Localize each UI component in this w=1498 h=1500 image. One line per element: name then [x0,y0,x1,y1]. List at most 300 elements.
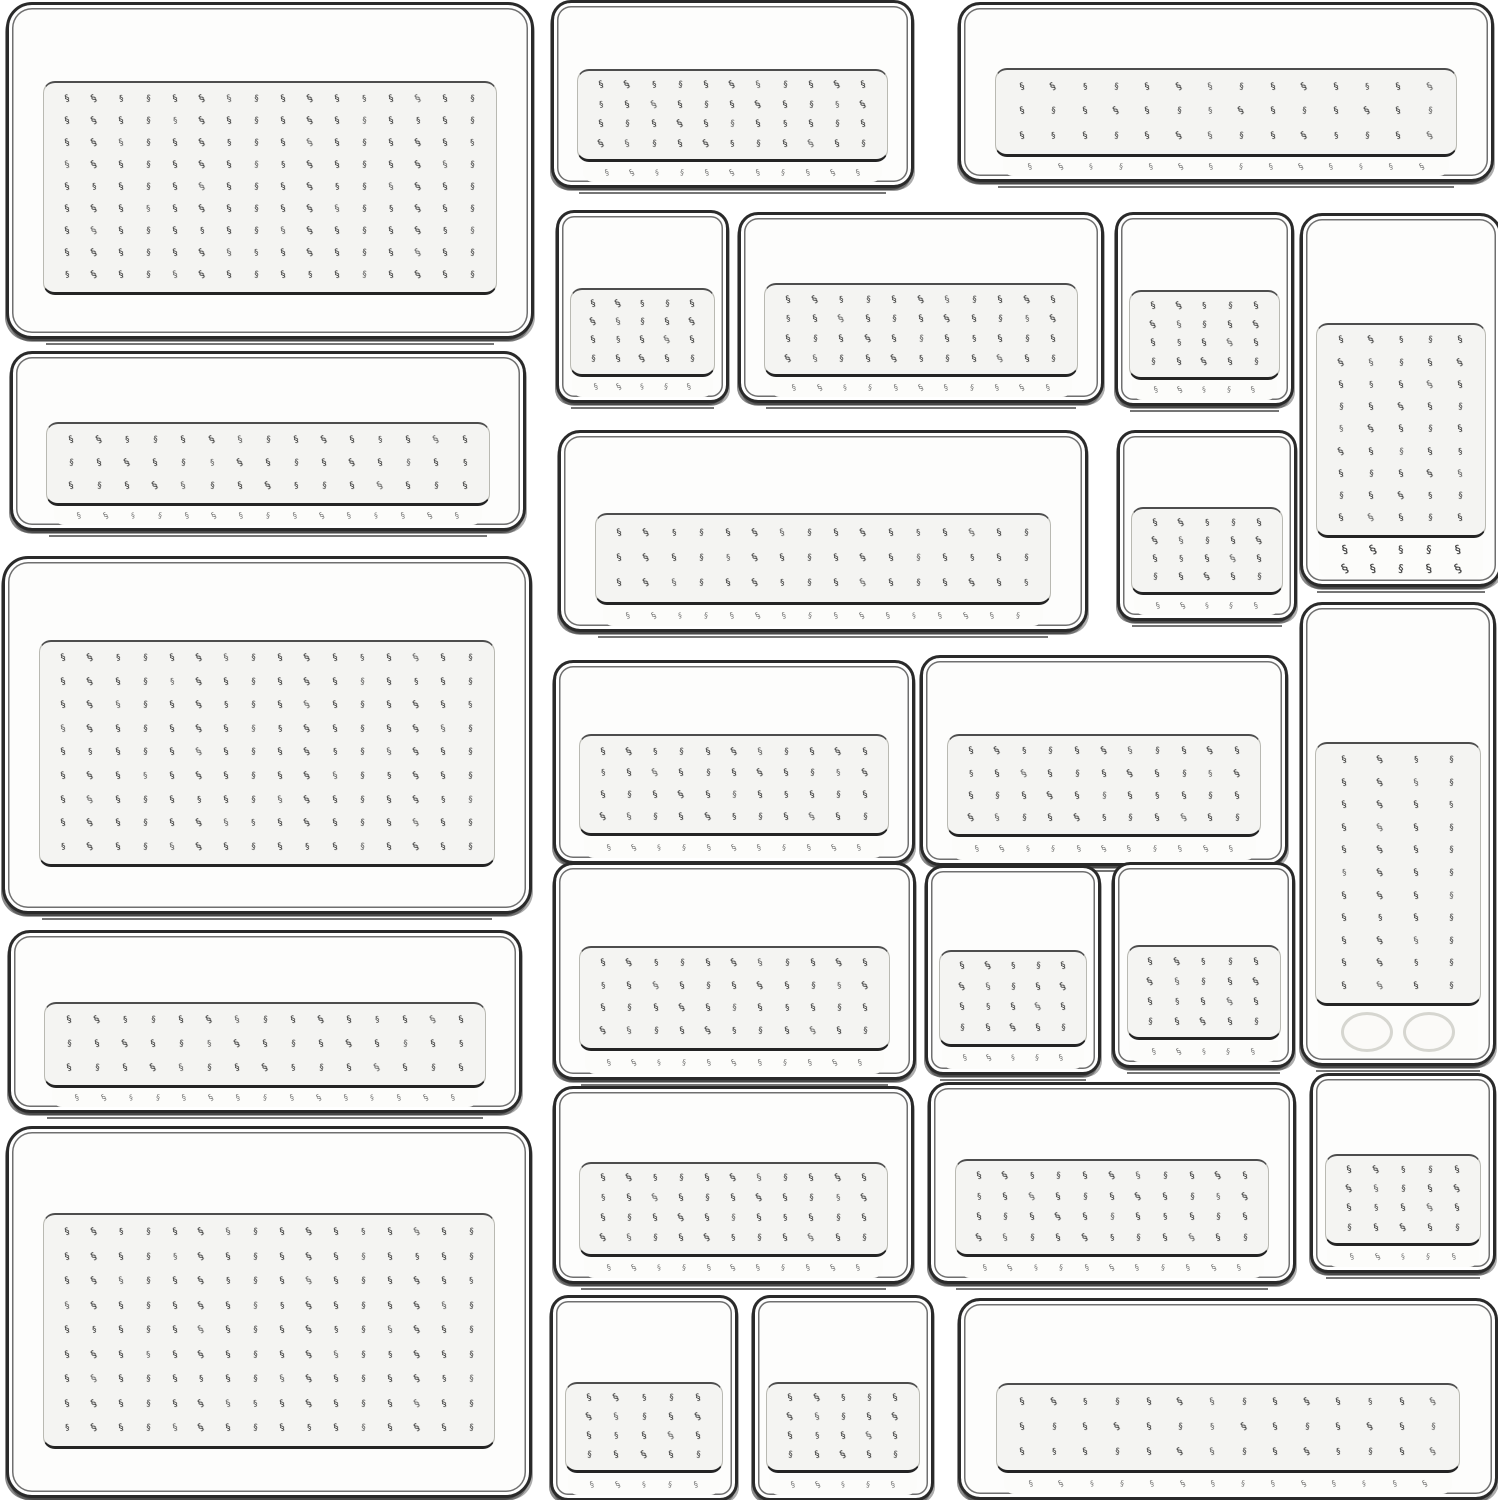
anti-slip-dot: § [1024,334,1030,344]
anti-slip-dot: § [835,1213,841,1224]
anti-slip-dot: § [858,98,869,111]
anti-slip-dot: § [236,434,244,446]
anti-slip-dot: § [592,382,599,392]
anti-slip-dot: § [652,789,659,801]
anti-slip-dot: § [117,115,125,127]
anti-slip-dot: § [1186,1231,1197,1244]
anti-slip-dot: § [783,746,790,757]
anti-slip-dot: § [588,316,598,328]
anti-slip-dot: § [421,1092,431,1103]
anti-slip-dot: § [596,138,606,150]
anti-slip-dot: § [1133,1190,1144,1203]
anti-slip-dot: § [117,1251,125,1262]
anti-slip-dot: § [600,768,606,779]
anti-slip-dot: § [640,298,645,309]
anti-slip-dot: § [196,1250,207,1263]
anti-slip-dot: § [1234,812,1240,823]
anti-slip-dot: § [1150,356,1156,367]
anti-slip-dot: § [467,723,474,734]
anti-slip-dot: § [1335,1421,1342,1433]
anti-slip-dot: § [1048,313,1058,326]
anti-slip-dot: § [834,1233,842,1244]
anti-slip-dot: § [1375,957,1385,970]
anti-slip-dot: § [1023,552,1030,563]
anti-slip-dot: § [388,225,395,237]
tray-floor [996,1383,1461,1472]
tray-floor [577,69,888,163]
anti-slip-dot: § [1227,301,1233,311]
anti-slip-dot: § [1200,337,1208,349]
anti-slip-dot: § [1346,1222,1352,1233]
anti-slip-dot: § [1215,1232,1222,1244]
anti-slip-dot: § [590,353,596,364]
anti-slip-dot: § [145,115,152,126]
anti-slip-dot: § [1035,961,1041,972]
anti-slip-dot: § [1269,130,1277,142]
anti-slip-dot: § [1001,1191,1009,1203]
anti-slip-dot: § [431,434,442,446]
anti-slip-dot: § [194,652,204,665]
anti-slip-dot: § [305,203,316,215]
anti-slip-dot: § [750,526,760,539]
anti-slip-dot: § [114,841,122,853]
anti-slip-dot: § [1449,822,1455,833]
anti-slip-dot: § [782,1233,789,1244]
anti-slip-dot: § [1233,790,1241,802]
anti-slip-dot: § [304,1398,314,1410]
anti-slip-dot: § [171,203,179,215]
anti-slip-dot: § [253,226,260,236]
anti-slip-dot: § [88,747,94,758]
anti-slip-dot: § [155,1093,161,1103]
anti-slip-dot: § [705,980,712,991]
anti-slip-dot: § [1364,81,1370,92]
anti-slip-dot: § [223,700,229,711]
anti-slip-dot: § [279,203,287,215]
anti-slip-dot: § [1150,1046,1157,1056]
anti-slip-dot: § [302,699,313,712]
anti-slip-dot: § [85,770,96,782]
anti-slip-dot: § [305,136,316,149]
anti-slip-dot: § [118,1227,124,1237]
anti-slip-dot: § [376,457,384,469]
anti-slip-dot: § [440,1398,448,1410]
anti-slip-dot: § [1236,105,1247,118]
anti-slip-dot: § [64,1423,70,1434]
anti-slip-dot: § [785,333,792,345]
anti-slip-dot: § [468,1398,474,1409]
small-square-tray-4 [925,865,1101,1075]
anti-slip-dot: § [196,1348,207,1361]
anti-slip-dot: § [782,1057,788,1067]
anti-slip-dot: § [196,1299,207,1312]
anti-slip-dot: § [331,794,339,806]
anti-slip-dot: § [625,767,633,779]
anti-slip-dot: § [1181,768,1187,779]
anti-slip-dot: § [1400,1165,1406,1175]
anti-slip-dot: § [1175,356,1183,368]
anti-slip-dot: § [318,1062,324,1073]
anti-slip-dot: § [469,93,476,104]
anti-slip-dot: § [1397,379,1405,391]
anti-slip-dot: § [676,1212,686,1225]
anti-slip-dot: § [891,314,898,325]
anti-slip-dot: § [375,480,385,493]
anti-slip-dot: § [985,1002,991,1012]
anti-slip-dot: § [1367,490,1375,502]
tray-front-face [583,163,883,182]
anti-slip-dot: § [1113,81,1119,92]
anti-slip-dot: § [1241,1446,1247,1457]
anti-slip-dot: § [279,137,287,149]
anti-slip-dot: § [253,159,260,170]
anti-slip-dot: § [405,480,412,492]
anti-slip-dot: § [302,723,313,735]
anti-slip-dot: § [411,1324,422,1337]
anti-slip-dot: § [781,842,787,852]
anti-slip-dot: § [425,510,434,522]
anti-slip-dot: § [225,159,233,171]
anti-slip-dot: § [811,353,819,364]
anti-slip-dot: § [1230,517,1236,528]
anti-slip-dot: § [653,1025,659,1036]
anti-slip-dot: § [1173,80,1184,93]
anti-slip-dot: § [314,1092,323,1103]
anti-slip-dot: § [662,334,672,347]
anti-slip-dot: § [1151,517,1159,529]
anti-slip-dot: § [1007,1021,1018,1034]
anti-slip-dot: § [1134,1262,1141,1273]
anti-slip-dot: § [1010,961,1016,972]
anti-slip-dot: § [1457,447,1463,457]
anti-slip-dot: § [780,167,786,177]
anti-slip-dot: § [150,1015,156,1026]
anti-slip-dot: § [1207,812,1214,824]
anti-slip-dot: § [442,181,449,193]
anti-slip-dot: § [1269,81,1277,92]
anti-slip-dot: § [943,333,951,345]
anti-slip-dot: § [839,1430,847,1442]
anti-slip-dot: § [616,577,623,589]
anti-slip-dot: § [457,1062,465,1073]
anti-slip-dot: § [449,1092,456,1103]
anti-slip-dot: § [1338,402,1345,413]
anti-slip-dot: § [461,480,469,492]
tray-floor [39,640,495,867]
anti-slip-dot: § [840,1412,846,1423]
anti-slip-dot: § [1428,1445,1439,1458]
anti-slip-dot: § [439,841,447,853]
anti-slip-dot: § [599,957,607,969]
anti-slip-dot: § [828,166,837,178]
anti-slip-dot: § [171,181,179,193]
anti-slip-dot: § [124,435,130,445]
anti-slip-dot: § [63,137,71,149]
anti-slip-dot: § [457,1014,465,1026]
anti-slip-dot: § [969,382,975,392]
anti-slip-dot: § [89,1348,99,1361]
anti-slip-dot: § [469,248,476,259]
anti-slip-dot: § [171,137,179,149]
anti-slip-dot: § [1010,1053,1016,1062]
anti-slip-dot: § [413,136,424,149]
anti-slip-dot: § [1424,130,1435,143]
tray-front-face [584,1258,882,1278]
anti-slip-dot: § [832,1172,843,1185]
anti-slip-dot: § [754,1192,765,1205]
anti-slip-dot: § [1144,81,1151,92]
anti-slip-dot: § [836,313,847,326]
anti-slip-dot: § [279,1301,285,1311]
anti-slip-dot: § [373,1038,381,1050]
anti-slip-dot: § [1340,935,1348,947]
anti-slip-dot: § [605,842,612,852]
anti-slip-dot: § [957,980,968,993]
anti-slip-dot: § [652,1002,660,1014]
anti-slip-dot: § [835,790,842,801]
anti-slip-dot: § [1188,1211,1196,1223]
anti-slip-dot: § [835,811,842,823]
anti-slip-dot: § [757,957,764,969]
anti-slip-dot: § [168,652,176,664]
anti-slip-dot: § [305,92,316,105]
anti-slip-dot: § [359,653,365,663]
anti-slip-dot: § [332,1423,340,1434]
anti-slip-dot: § [1125,767,1136,780]
anti-slip-dot: § [168,770,176,782]
anti-slip-dot: § [865,1449,873,1461]
anti-slip-dot: § [1412,867,1420,879]
anti-slip-dot: § [321,481,327,492]
anti-slip-dot: § [225,269,233,281]
anti-slip-dot: § [1242,1232,1248,1243]
tray-floor [947,734,1262,838]
anti-slip-dot: § [862,333,873,345]
anti-slip-dot: § [117,181,125,193]
anti-slip-dot: § [1255,517,1263,529]
anti-slip-dot: § [411,1373,422,1386]
tray-floor [43,81,497,295]
anti-slip-dot: § [361,226,368,236]
anti-slip-dot: § [915,552,921,563]
anti-slip-dot: § [858,1192,869,1205]
anti-slip-dot: § [778,552,786,564]
anti-slip-dot: § [995,352,1005,365]
anti-slip-dot: § [1427,357,1434,369]
anti-slip-dot: § [1149,300,1157,312]
anti-slip-dot: § [782,1173,789,1184]
anti-slip-dot: § [625,811,633,823]
anti-slip-dot: § [1144,106,1151,117]
anti-slip-dot: § [984,1052,994,1064]
anti-slip-dot: § [142,747,148,758]
anti-slip-dot: § [89,1250,99,1263]
anti-slip-dot: § [467,794,474,805]
anti-slip-dot: § [1426,1183,1434,1195]
anti-slip-dot: § [1206,130,1214,142]
anti-slip-dot: § [429,1038,437,1050]
anti-slip-dot: § [1375,980,1385,992]
anti-slip-dot: § [1412,890,1420,902]
anti-slip-dot: § [196,1226,207,1238]
anti-slip-dot: § [253,115,260,126]
anti-slip-dot: § [804,167,811,178]
medium-tray-6 [553,1086,914,1284]
anti-slip-dot: § [142,653,148,664]
anti-slip-dot: § [1340,912,1348,924]
anti-slip-dot: § [599,1213,607,1224]
anti-slip-dot: § [1456,423,1464,435]
anti-slip-dot: § [1205,745,1216,758]
anti-slip-dot: § [1135,1211,1142,1223]
anti-slip-dot: § [66,1038,72,1049]
anti-slip-dot: § [629,841,638,853]
anti-slip-dot: § [1114,1446,1121,1457]
anti-slip-dot: § [1338,379,1345,391]
anti-slip-dot: § [854,1262,862,1273]
anti-slip-dot: § [1048,746,1054,757]
anti-slip-dot: § [810,980,816,991]
anti-slip-dot: § [331,652,339,664]
anti-slip-dot: § [860,1173,868,1184]
anti-slip-dot: § [145,181,152,192]
anti-slip-dot: § [361,181,368,192]
anti-slip-dot: § [1412,777,1420,789]
anti-slip-dot: § [128,1093,133,1102]
anti-slip-dot: § [1455,356,1465,369]
anti-slip-dot: § [688,298,696,309]
anti-slip-dot: § [117,137,125,149]
anti-slip-dot: § [468,1227,474,1237]
anti-slip-dot: § [1002,1212,1009,1223]
anti-slip-dot: § [1113,131,1119,142]
tray-front-face [1327,1247,1478,1267]
anti-slip-dot: § [1119,1478,1125,1488]
anti-slip-dot: § [85,699,96,712]
anti-slip-dot: § [197,114,208,127]
anti-slip-dot: § [1176,161,1185,173]
anti-slip-dot: § [993,382,1000,392]
anti-slip-dot: § [1451,1183,1462,1195]
anti-slip-dot: § [1019,767,1029,780]
anti-slip-dot: § [1426,1222,1434,1234]
anti-slip-dot: § [1226,385,1232,395]
anti-slip-dot: § [861,789,869,801]
anti-slip-dot: § [584,1411,594,1423]
anti-slip-dot: § [68,458,74,469]
anti-slip-dot: § [1338,561,1351,577]
anti-slip-dot: § [1372,1251,1382,1262]
tray-front-face [572,378,712,398]
anti-slip-dot: § [334,225,341,237]
medium-tray-3 [553,660,915,864]
anti-slip-dot: § [730,980,738,992]
anti-slip-dot: § [1330,1478,1338,1489]
anti-slip-dot: § [169,677,175,687]
anti-slip-dot: § [997,314,1004,325]
anti-slip-dot: § [1398,446,1404,457]
anti-slip-dot: § [1001,1232,1009,1244]
anti-slip-dot: § [196,1324,207,1337]
anti-slip-dot: § [302,793,313,806]
anti-slip-dot: § [638,335,646,346]
tray-front-face [1319,540,1484,579]
anti-slip-dot: § [171,93,179,105]
anti-slip-dot: § [196,794,202,805]
anti-slip-dot: § [117,1349,125,1361]
anti-slip-dot: § [115,653,121,663]
anti-slip-dot: § [1428,424,1434,435]
anti-slip-dot: § [995,577,1003,589]
anti-slip-dot: § [1147,161,1154,172]
anti-slip-dot: § [233,1062,241,1073]
anti-slip-dot: § [67,434,75,446]
anti-slip-dot: § [1101,790,1107,801]
anti-slip-dot: § [860,118,867,130]
anti-slip-dot: § [663,316,671,328]
anti-slip-dot: § [117,269,125,281]
anti-slip-dot: § [728,1262,738,1273]
anti-slip-dot: § [1328,161,1335,172]
anti-slip-dot: § [225,1398,232,1410]
anti-slip-dot: § [1203,553,1211,565]
anti-slip-dot: § [1271,1446,1279,1458]
anti-slip-dot: § [1338,468,1345,480]
anti-slip-dot: § [1206,81,1214,92]
anti-slip-dot: § [1400,1252,1406,1261]
anti-slip-dot: § [600,1193,606,1204]
anti-slip-dot: § [119,1038,130,1050]
anti-slip-dot: § [334,247,341,259]
anti-slip-dot: § [705,842,712,852]
anti-slip-dot: § [1047,768,1054,779]
anti-slip-dot: § [1238,162,1244,172]
anti-slip-dot: § [209,481,215,492]
anti-slip-dot: § [911,611,917,620]
tray-foot [1403,1012,1455,1052]
anti-slip-dot: § [756,746,764,758]
anti-slip-dot: § [834,99,840,110]
anti-slip-dot: § [808,1213,815,1224]
tray-floor [579,1162,888,1257]
anti-slip-dot: § [76,510,83,521]
anti-slip-dot: § [809,1002,817,1014]
anti-slip-dot: § [811,1392,822,1404]
anti-slip-dot: § [1204,600,1210,610]
anti-slip-dot: § [89,92,99,105]
anti-slip-dot: § [598,811,608,823]
small-square-tray-3 [1117,430,1297,621]
anti-slip-dot: § [1177,599,1187,611]
anti-slip-dot: § [1127,790,1134,802]
anti-slip-dot: § [996,294,1004,306]
anti-slip-dot: § [808,1173,815,1184]
anti-slip-dot: § [1368,380,1374,390]
anti-slip-dot: § [612,297,623,310]
large-deep-tray-1 [6,2,534,339]
anti-slip-dot: § [1372,1222,1380,1234]
anti-slip-dot: § [181,1092,188,1103]
anti-slip-dot: § [1375,934,1385,947]
anti-slip-dot: § [1364,131,1370,142]
small-square-tray-5 [1112,862,1295,1068]
anti-slip-dot: § [89,1373,99,1386]
anti-slip-dot: § [117,1398,125,1410]
anti-slip-dot: § [891,333,898,345]
anti-slip-dot: § [1365,1421,1375,1433]
anti-slip-dot: § [142,700,148,711]
anti-slip-dot: § [388,115,395,127]
